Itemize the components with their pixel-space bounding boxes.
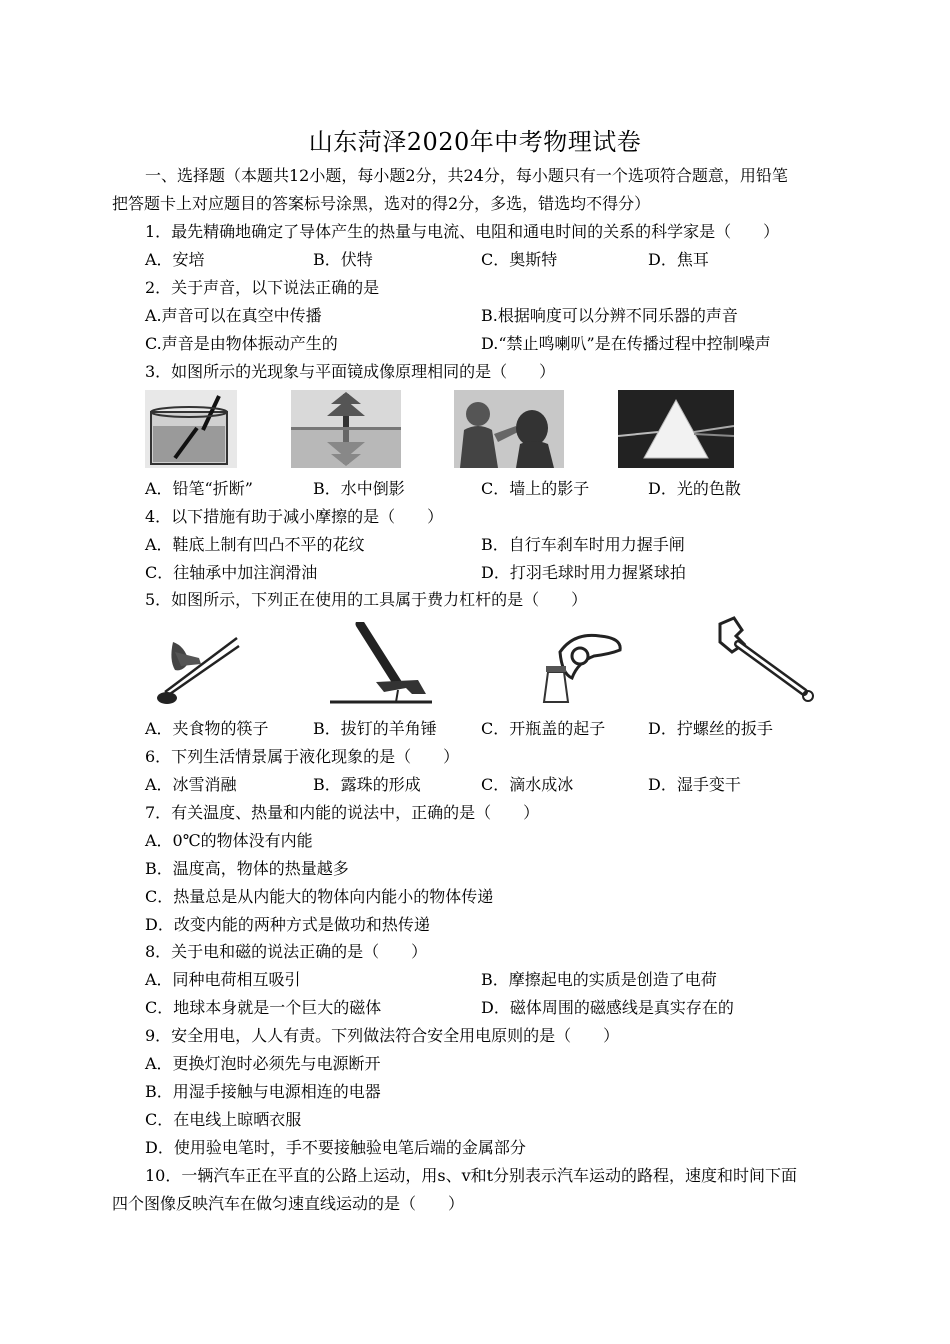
bottle-opener-image [530,622,630,712]
q8-option-b: B．摩擦起电的实质是创造了电荷 [481,970,717,989]
q5-option-a: A．夹食物的筷子 [145,719,269,738]
q8-option-c: C．地球本身就是一个巨大的磁体 [145,998,382,1017]
q5-option-b: B．拔钉的羊角锤 [313,719,437,738]
q7-option-c: C．热量总是从内能大的物体向内能小的物体传递 [145,887,494,906]
q2-option-d: D.“禁止鸣喇叭”是在传播过程中控制噪声 [481,334,771,353]
q4-option-c: C．往轴承中加注润滑油 [145,563,318,582]
question-9-stem: 9．安全用电，人人有责。下列做法符合安全用电原则的是（ ） [145,1026,620,1045]
question-5-stem: 5．如图所示，下列正在使用的工具属于费力杠杆的是（ ） [145,590,588,609]
q5-option-c: C．开瓶盖的起子 [481,719,606,738]
section-instruction-line1: 一、选择题（本题共12小题，每小题2分，共24分，每小题只有一个选项符合题意，用铅笔 [145,166,788,185]
q3-option-b: B．水中倒影 [313,479,405,498]
reflection-in-water-image [291,390,401,468]
question-4-stem: 4．以下措施有助于减小摩擦的是（ ） [145,507,444,526]
q8-option-a: A．同种电荷相互吸引 [145,970,301,989]
q9-option-d: D．使用验电笔时，手不要接触验电笔后端的金属部分 [145,1138,526,1157]
question-7-stem: 7．有关温度、热量和内能的说法中，正确的是（ ） [145,803,540,822]
page-title: 山东菏泽2020年中考物理试卷 [308,128,642,156]
q5-option-d: D．拧螺丝的扳手 [648,719,773,738]
q7-option-a: A．0℃的物体没有内能 [145,831,313,850]
q3-option-c: C．墙上的影子 [481,479,590,498]
q4-option-b: B．自行车刹车时用力握手闸 [481,535,685,554]
question-10-stem-line2: 四个图像反映汽车在做匀速直线运动的是（ ） [112,1194,465,1213]
question-1-stem: 1．最先精确地确定了导体产生的热量与电流、电阻和通电时间的关系的科学家是（ ） [145,222,780,241]
q1-option-c: C．奥斯特 [481,250,558,269]
q1-option-d: D．焦耳 [648,250,709,269]
section-instruction-line2: 把答题卡上对应题目的答案标号涂黑，选对的得2分，多选，错选均不得分） [112,194,651,213]
shadow-on-wall-image [454,390,564,468]
wrench-image [700,614,824,710]
q2-option-b: B.根据响度可以分辨不同乐器的声音 [481,306,738,325]
q6-option-b: B．露珠的形成 [313,775,421,794]
question-3-stem: 3．如图所示的光现象与平面镜成像原理相同的是（ ） [145,362,556,381]
question-8-stem: 8．关于电和磁的说法正确的是（ ） [145,942,428,961]
q4-option-a: A．鞋底上制有凹凸不平的花纹 [145,535,365,554]
chopsticks-image [145,622,245,712]
question-10-stem-line1: 10．一辆汽车正在平直的公路上运动，用s、v和t分别表示汽车运动的路程，速度和时间下面 [145,1166,798,1185]
q9-option-b: B．用湿手接触与电源相连的电器 [145,1082,381,1101]
pencil-in-water-image [145,390,237,468]
q3-option-a: A．铅笔“折断” [145,479,253,498]
q2-option-a: A.声音可以在真空中传播 [145,306,322,325]
q1-option-a: A．安培 [145,250,205,269]
q6-option-a: A．冰雪消融 [145,775,237,794]
light-dispersion-prism-image [618,390,734,468]
question-6-stem: 6．下列生活情景属于液化现象的是（ ） [145,747,460,766]
q3-option-d: D．光的色散 [648,479,741,498]
q8-option-d: D．磁体周围的磁感线是真实存在的 [481,998,734,1017]
q1-option-b: B．伏特 [313,250,373,269]
q9-option-c: C．在电线上晾晒衣服 [145,1110,302,1129]
claw-hammer-image [326,622,436,712]
q4-option-d: D．打羽毛球时用力握紧球拍 [481,563,686,582]
q6-option-c: C．滴水成冰 [481,775,574,794]
q7-option-b: B．温度高，物体的热量越多 [145,859,349,878]
question-2-stem: 2．关于声音，以下说法正确的是 [145,278,380,297]
q9-option-a: A．更换灯泡时必须先与电源断开 [145,1054,381,1073]
q2-option-c: C.声音是由物体振动产生的 [145,334,338,353]
q6-option-d: D．湿手变干 [648,775,741,794]
q7-option-d: D．改变内能的两种方式是做功和热传递 [145,915,430,934]
